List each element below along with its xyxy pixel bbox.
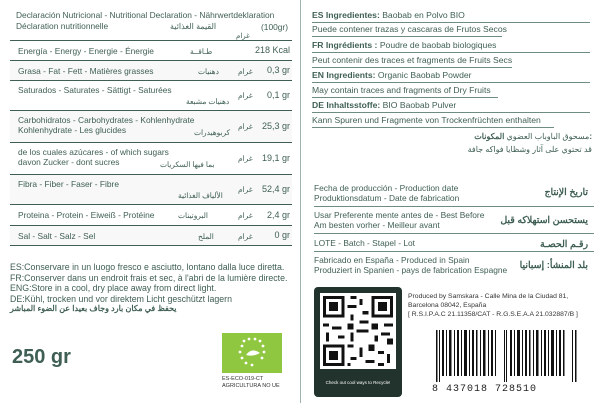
divider [312, 36, 502, 37]
row-value: 0,3 gr [266, 65, 290, 75]
best-before-ar: يستحسن استهلاكه قبل [500, 214, 588, 225]
row-label: Saturados - Saturates - Sättigt - Saturées [18, 85, 172, 95]
ingredients-en-note: May contain traces and fragments of Dry Fruits [312, 85, 491, 95]
nutrition-row-energy [10, 41, 292, 61]
divider [312, 22, 590, 23]
divider [312, 127, 554, 128]
nutrition-heading: Declaración Nutricional - Nutritional Declaration - Nährwertdeklaration [16, 10, 275, 20]
ingredients-de-value: BIO Baobab Pulver [382, 100, 457, 110]
row-label-ar: الألياف الغذائية [178, 191, 223, 200]
lot-label: LOTE - Batch - Stapel - Lot [314, 238, 416, 248]
qr-caption: Check out cool ways to Recycle! [325, 380, 391, 385]
row-unit-ar: غرام [238, 122, 253, 131]
storage-en: ENG:Store in a cool, dry place away from direct light. [10, 283, 217, 294]
row-value: 52,4 gr [261, 184, 290, 194]
divider [314, 206, 594, 207]
nutrition-row-fat [10, 61, 292, 81]
row-value: 0,1 gr [266, 90, 290, 100]
nutrition-row-carbohydrates [10, 111, 292, 143]
origin-line2: Produziert in Spanien - pays de fabrication Espagne [314, 265, 508, 275]
row-unit-ar: غرام [238, 211, 253, 220]
production-date-ar: تاريخ الإنتاج [544, 186, 588, 197]
row-label: Carbohidratos - Carbohydrates - Kohlenhydrate [18, 115, 195, 125]
divider [312, 112, 590, 113]
row-unit-ar: غرام [238, 67, 253, 76]
barcode-icon [432, 330, 582, 382]
best-before-line2: Am besten vorher - Meilleur avant [314, 220, 440, 230]
eu-organic-logo [222, 333, 282, 373]
row-label-ar: بما فيها السكريات [160, 160, 215, 169]
best-before-line1: Usar Preferente mente antes de - Best Before [314, 210, 485, 220]
origin-ar: بلد المنشأ: إسبانيا [519, 259, 588, 270]
ingredients-fr-value: Poudre de baobab biologiques [379, 40, 497, 50]
nutrition-row-fiber [10, 175, 292, 205]
ingredients-de-note: Kann Spuren und Fragmente von Trockenfrüchten enthalten [312, 115, 541, 125]
row-label-2: davon Zucker - dont sucres [18, 157, 120, 167]
ingredients-ar [474, 132, 592, 141]
producer-line1: Produced by Samskara - Calle Mina de la Ciudad 81, [408, 293, 569, 300]
storage-instructions [10, 262, 295, 315]
producer-info [408, 292, 596, 319]
divider [314, 251, 594, 252]
barcode-number: 8 437018 728510 [432, 384, 538, 395]
ingredients-es-label: ES Ingredientes: [312, 10, 380, 20]
row-unit-ar: غرام [238, 232, 253, 241]
ingredients-es-note: Puede contener trazas y cascaras de Frutos Secos [312, 24, 507, 34]
row-label-ar: كربوهيدرات [194, 128, 231, 137]
row-value: 2,4 gr [266, 210, 290, 220]
nutrition-header [10, 8, 292, 41]
divider [312, 97, 498, 98]
row-label-ar: دهنيات [198, 67, 219, 76]
row-label-ar: البروتينات [178, 211, 208, 220]
storage-es: ES:Conservare in un luogo fresco e asciutto, lontano dalla luce diretta. [10, 262, 285, 272]
divider [312, 52, 590, 53]
ingredients-ar-note: قد تحتوي على آثار وشظايا فواكه جافة [467, 145, 592, 154]
production-date-label [314, 183, 459, 203]
row-unit-ar: غرام [238, 185, 253, 194]
ingredients-fr-label: FR Ingrédients : [312, 40, 378, 50]
divider [312, 82, 590, 83]
production-date-line2: Produktionsdatum - Date de fabrication [314, 193, 460, 203]
eu-code-origin: AGRICULTURA NO UE [222, 383, 280, 389]
nutrition-row-saturates [10, 81, 292, 111]
recycle-qr-code[interactable] [314, 287, 402, 397]
origin-label [314, 255, 507, 275]
row-value: 25,3 gr [261, 121, 290, 131]
row-label-2: Kohlenhydrate - Les glucides [18, 125, 127, 135]
nutrition-row-salt [10, 226, 292, 246]
ingredients-de [312, 100, 456, 110]
ingredients-ar-label: المكونات: [474, 132, 592, 141]
row-unit-ar: غرام [238, 154, 253, 163]
ingredients-ar-value: مسحوق الباوباب العضوي [506, 132, 590, 141]
producer-line2: Barcelona 08042, España [408, 302, 487, 309]
row-label: de los cuales azúcares - of which sugars [18, 147, 169, 157]
row-label: Sal - Salt - Salz - Sel [18, 231, 96, 241]
storage-ar: يحفظ في مكان بارد وجاف بعيدا عن الضوء المباشر [10, 304, 177, 314]
row-value: 0 gr [274, 230, 290, 240]
divider [314, 233, 594, 234]
storage-fr: FR:Conserver dans un endroit frais et sec, à l'abri de la lumière directe. [10, 272, 288, 283]
producer-line3: [ R.S.I.P.A.C 21.11358/CAT - R.G.S.E.A.A 21.032887/B ] [408, 311, 578, 318]
origin-line1: Fabricado en España - Produced in Spain [314, 255, 470, 265]
net-weight: 250 gr [12, 346, 71, 368]
row-label-ar: طـاقــة [190, 47, 213, 56]
row-value: 218 Kcal [254, 45, 290, 55]
ingredients-fr [312, 40, 496, 50]
ingredients-en-value: Organic Baobab Powder [377, 70, 472, 80]
ingredients-en-label: EN Ingredients: [312, 70, 376, 80]
eu-code [222, 376, 292, 390]
nutrition-per: (100gr) [261, 22, 288, 32]
row-label: Fibra - Fiber - Faser - Fibre [18, 179, 119, 189]
barcode [432, 330, 582, 395]
row-value: 19,1 gr [261, 153, 290, 163]
ingredients-de-label: DE Inhaltsstoffe: [312, 100, 381, 110]
nutrition-heading-ar-unit: غرام [236, 33, 250, 40]
storage-de: DE:Kühl, trocken und vor direktem Licht geschützt lagern [10, 293, 232, 304]
nutrition-row-sugars [10, 143, 292, 175]
row-label: Energía - Energy - Energie - Énergie [18, 46, 154, 56]
ingredients-en [312, 70, 472, 80]
row-label-ar: دهنيات مشبعة [186, 97, 230, 106]
nutrition-heading-ar: القيمة الغذائية [170, 22, 217, 31]
production-date-line1: Fecha de producción - Production date [314, 183, 459, 193]
ingredients-fr-note: Peut contenir des traces et fragments de Fruits Secs [312, 55, 513, 65]
lot-ar: رقـم الحصـة [539, 238, 588, 249]
qr-code-icon [320, 293, 396, 369]
row-label-ar: الملح [198, 232, 214, 241]
ingredients-es [312, 10, 465, 20]
row-label: Grasa - Fat - Fett - Matières grasses [18, 66, 154, 76]
nutrition-heading-fr: Déclaration nutritionnelle [16, 21, 109, 31]
divider [312, 67, 512, 68]
best-before-label [314, 210, 484, 230]
nutrition-row-protein [10, 205, 292, 226]
row-unit-ar: غرام [238, 91, 253, 100]
row-label: Proteina - Protein - Eiweiß - Protéine [18, 210, 155, 220]
ingredients-es-value: Baobab en Polvo BIO [382, 10, 465, 20]
eu-code-number: ES-ECO-019-CT [222, 376, 264, 382]
